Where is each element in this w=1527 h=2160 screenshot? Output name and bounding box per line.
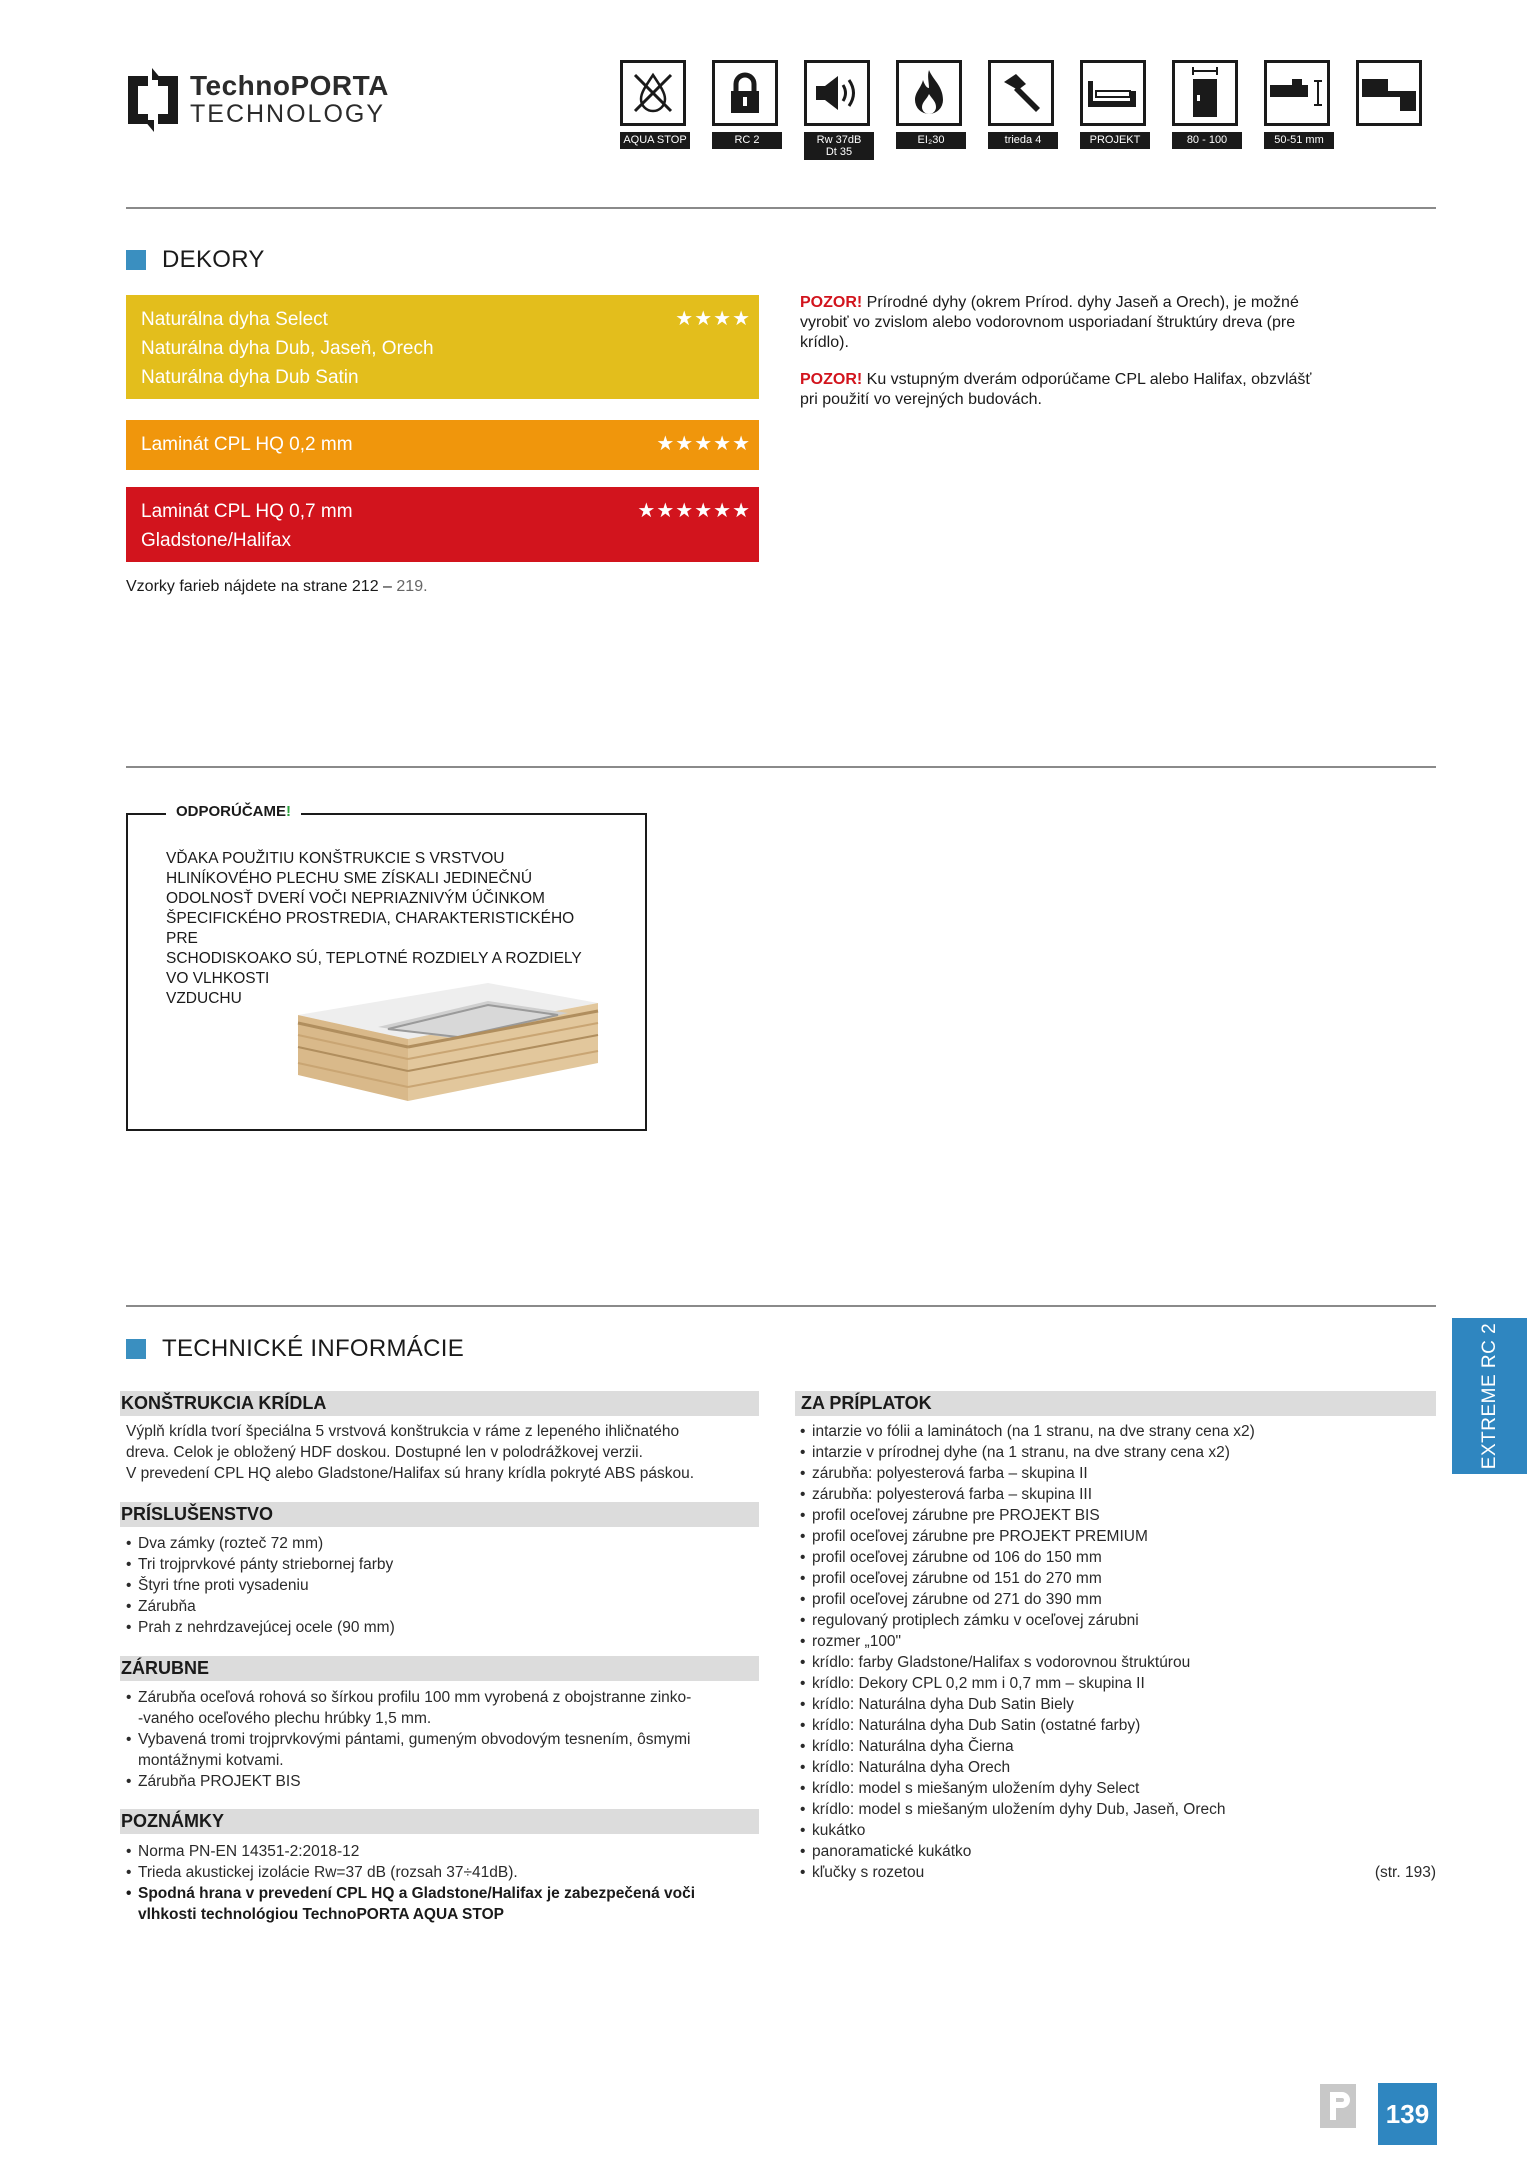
feature-acoustic — [804, 60, 874, 160]
logo-name: TechnoPORTA — [190, 70, 389, 101]
list-item: • Štyri tŕne proti vysadeniu — [126, 1575, 759, 1596]
feature-label: Rw 37dB — [804, 132, 874, 147]
list-item — [126, 1687, 759, 1729]
samples-text: Vzorky farieb nájdete na strane 212 – — [126, 578, 397, 595]
recommendation-line: VO VLHKOSTI — [166, 970, 270, 987]
recommendation-line: ŠPECIFICKÉHO PROSTREDIA, CHARAKTERISTICKÉHO PRE — [166, 910, 575, 947]
list-item: • profil oceľovej zárubne pre PROJEKT PREMIUM — [800, 1526, 1436, 1547]
decor-line: Laminát CPL HQ 0,2 mm — [141, 434, 353, 455]
priplatok-list — [800, 1421, 1436, 1883]
heading-text: POZNÁMKY — [121, 1811, 224, 1831]
rating-stars: ★★★★★★ — [637, 500, 751, 522]
lock-icon — [725, 71, 765, 115]
list-item-line: -vaného oceľového plechu hrúbky 1,5 mm. — [138, 1710, 432, 1727]
poznamky-list — [126, 1841, 759, 1925]
rating-stars: ★★★★★ — [656, 433, 751, 455]
note-veneer-warning — [800, 293, 1320, 353]
recommendation-box — [126, 803, 647, 1131]
section-title: DEKORY — [162, 246, 265, 273]
decor-bar-veneer — [126, 295, 759, 399]
list-item-bold — [126, 1883, 759, 1925]
feature-thickness — [1264, 60, 1334, 149]
list-item: • krídlo: farby Gladstone/Halifax s vodorovnou štruktúrou — [800, 1652, 1436, 1673]
feature-label: trieda 4 — [988, 132, 1058, 149]
warning-text: Ku vstupným dverám odporúčame CPL alebo Halifax, obzvlášť pri použití vo verejných budovách. — [800, 371, 1312, 408]
list-item: • panoramatické kukátko — [800, 1841, 1436, 1862]
rating-stars: ★★★★ — [675, 308, 751, 330]
feature-projekt — [1080, 60, 1150, 149]
decor-line: Naturálna dyha Select — [141, 309, 328, 330]
samples-page: 219. — [396, 578, 428, 595]
list-item: • zárubňa: polyesterová farba – skupina III — [800, 1484, 1436, 1505]
recommendation-line: SCHODISKOAKO SÚ, TEPLOTNÉ ROZDIELY A ROZDIELY — [166, 950, 582, 967]
feature-burglar-class — [988, 60, 1058, 149]
warning-label: POZOR! — [800, 294, 863, 311]
list-item-line: • Spodná hrana v prevedení CPL HQ a Gladstone/Halifax je zabezpečená voči — [138, 1885, 696, 1902]
feature-label: AQUA STOP — [620, 132, 690, 149]
konstrukcia-text — [126, 1421, 759, 1484]
decor-bar-cpl-07 — [126, 487, 759, 562]
priplatok-heading — [795, 1391, 1436, 1416]
konstrukcia-heading — [120, 1391, 759, 1416]
feature-width — [1172, 60, 1242, 149]
heading-text: KONŠTRUKCIA KRÍDLA — [121, 1393, 327, 1413]
heading-text: PRÍSLUŠENSTVO — [121, 1504, 274, 1524]
feature-label: EI₂30 — [896, 132, 966, 149]
feature-threshold — [1356, 60, 1426, 126]
list-item: • profil oceľovej zárubne od 106 do 150 mm — [800, 1547, 1436, 1568]
chapter-tab — [1452, 1318, 1527, 1474]
list-item: • krídlo: Naturálna dyha Dub Satin (ostatné farby) — [800, 1715, 1436, 1736]
section-marker — [126, 1339, 146, 1359]
list-item: • krídlo: Dekory CPL 0,2 mm i 0,7 mm – skupina II — [800, 1673, 1436, 1694]
section-dekory-heading — [126, 246, 265, 274]
decor-line: Gladstone/Halifax — [141, 530, 291, 551]
zarubne-list — [126, 1687, 759, 1792]
list-item: • kukátko — [800, 1820, 1436, 1841]
list-item-line: • Vybavená tromi trojprvkovými pántami, gumeným obvodovým tesnením, ôsmymi — [138, 1731, 691, 1748]
warning-text: Prírodné dyhy (okrem Prírod. dyhy Jaseň a Orech), je možné vyrobiť vo zvislom alebo vodorovnom usporiadaní štruktúry dreva (pre krídlo). — [800, 294, 1299, 351]
door-cross-section-image — [288, 975, 608, 1101]
list-item: • krídlo: model s miešaným uložením dyhy Dub, Jaseň, Orech — [800, 1799, 1436, 1820]
list-item: • krídlo: model s miešaným uložením dyhy Select — [800, 1778, 1436, 1799]
frame-icon — [1086, 73, 1140, 113]
feature-rc2 — [712, 60, 782, 149]
list-item: • rozmer „100" — [800, 1631, 1436, 1652]
feature-label: 80 - 100 — [1172, 132, 1242, 149]
heading-text: ZÁRUBNE — [121, 1658, 209, 1678]
recommendation-title — [166, 803, 301, 820]
list-item: • kľučky s rozetou — [800, 1862, 1436, 1883]
logo-subname: TECHNOLOGY — [190, 100, 386, 128]
brand-logo — [124, 66, 424, 134]
feature-label: 50-51 mm — [1264, 132, 1334, 149]
list-item-line: vlhkosti technológiou TechnoPORTA AQUA STOP — [138, 1906, 504, 1923]
list-item: • krídlo: Naturálna dyha Orech — [800, 1757, 1436, 1778]
list-item: • Norma PN-EN 14351-2:2018-12 — [126, 1841, 759, 1862]
decor-line: Naturálna dyha Dub Satin — [141, 367, 359, 388]
list-item: • profil oceľovej zárubne pre PROJEKT BIS — [800, 1505, 1436, 1526]
page-reference: (str. 193) — [1374, 1864, 1436, 1881]
recommendation-line: VĎAKA POUŽITIU KONŠTRUKCIE S VRSTVOU — [166, 850, 505, 867]
list-item: • Prah z nehrdzavejúcej ocele (90 mm) — [126, 1617, 759, 1638]
prislusenstvo-list — [126, 1533, 759, 1638]
list-item: • intarzie v prírodnej dyhe (na 1 stranu, na dve strany cena x2) — [800, 1442, 1436, 1463]
feature-aqua-stop — [620, 60, 690, 149]
list-item: • zárubňa: polyesterová farba – skupina II — [800, 1463, 1436, 1484]
page-number: 139 — [1378, 2083, 1437, 2145]
feature-label-secondary: Dt 35 — [804, 147, 874, 160]
hammer-icon — [998, 70, 1044, 116]
color-samples-reference — [126, 578, 428, 596]
aqua-stop-icon — [629, 69, 677, 117]
recommendation-title-text: ODPORÚČAME — [176, 803, 287, 820]
zarubne-heading — [120, 1656, 759, 1681]
door-thickness-icon — [1268, 75, 1326, 111]
list-item-line: • Zárubňa PROJEKT BIS — [138, 1773, 301, 1790]
fire-icon — [909, 68, 949, 118]
list-item: • profil oceľovej zárubne od 271 do 390 mm — [800, 1589, 1436, 1610]
threshold-icon — [1360, 73, 1418, 113]
warning-label: POZOR! — [800, 371, 863, 388]
list-item: • krídlo: Naturálna dyha Čierna — [800, 1736, 1436, 1757]
divider — [126, 1305, 1436, 1307]
text-line: Výplň krídla tvorí špeciálna 5 vrstvová konštrukcia v ráme z lepeného ihličnatého — [126, 1423, 680, 1440]
speaker-icon — [812, 71, 862, 115]
section-title: TECHNICKÉ INFORMÁCIE — [162, 1335, 465, 1362]
p-logo-icon — [1320, 2084, 1356, 2128]
decor-line: Naturálna dyha Dub, Jaseň, Orech — [141, 338, 434, 359]
list-item: • Tri trojprvkové pánty striebornej farby — [126, 1554, 759, 1575]
section-tech-heading — [126, 1335, 464, 1363]
poznamky-heading — [120, 1809, 759, 1834]
prislusenstvo-heading — [120, 1502, 759, 1527]
list-item: • regulovaný protiplech zámku v oceľovej zárubni — [800, 1610, 1436, 1631]
section-marker — [126, 250, 146, 270]
logo-mark-icon — [124, 66, 182, 134]
list-item: • intarzie vo fólii a laminátoch (na 1 stranu, na dve strany cena x2) — [800, 1421, 1436, 1442]
door-width-icon — [1185, 67, 1225, 119]
note-entry-door-warning — [800, 370, 1320, 410]
recommendation-line: ODOLNOSŤ DVERÍ VOČI NEPRIAZNIVÝM ÚČINKOM — [166, 890, 545, 907]
decor-bar-cpl-02 — [126, 420, 759, 470]
heading-text: ZA PRÍPLATOK — [801, 1393, 932, 1413]
list-item: • Zárubňa — [126, 1596, 759, 1617]
recommendation-line: HLINÍKOVÉHO PLECHU SME ZÍSKALI JEDINEČNÚ — [166, 870, 533, 887]
list-item-line: montážnymi kotvami. — [138, 1752, 284, 1769]
recommendation-line: VZDUCHU — [166, 990, 242, 1007]
list-item-line: • Zárubňa oceľová rohová so šírkou profilu 100 mm vyrobená z obojstranne zinko- — [138, 1689, 692, 1706]
list-item: • krídlo: Naturálna dyha Dub Satin Biely — [800, 1694, 1436, 1715]
list-item — [126, 1729, 759, 1771]
feature-label: RC 2 — [712, 132, 782, 149]
text-line: V prevedení CPL HQ alebo Gladstone/Halifax sú hrany krídla pokryté ABS páskou. — [126, 1465, 695, 1482]
feature-fire — [896, 60, 966, 149]
decor-line: Laminát CPL HQ 0,7 mm — [141, 501, 353, 522]
divider — [126, 207, 1436, 209]
divider — [126, 766, 1436, 768]
chapter-tab-label: EXTREME RC 2 — [1478, 1322, 1500, 1470]
list-item: • Trieda akustickej izolácie Rw=37 dB (rozsah 37÷41dB). — [126, 1862, 759, 1883]
recommendation-exclaim: ! — [286, 803, 292, 820]
feature-label: PROJEKT — [1080, 132, 1150, 149]
list-item — [126, 1771, 759, 1792]
list-item: • profil oceľovej zárubne od 151 do 270 mm — [800, 1568, 1436, 1589]
list-item: • Dva zámky (rozteč 72 mm) — [126, 1533, 759, 1554]
text-line: dreva. Celok je obložený HDF doskou. Dostupné len v polodrážkovej verzii. — [126, 1444, 643, 1461]
